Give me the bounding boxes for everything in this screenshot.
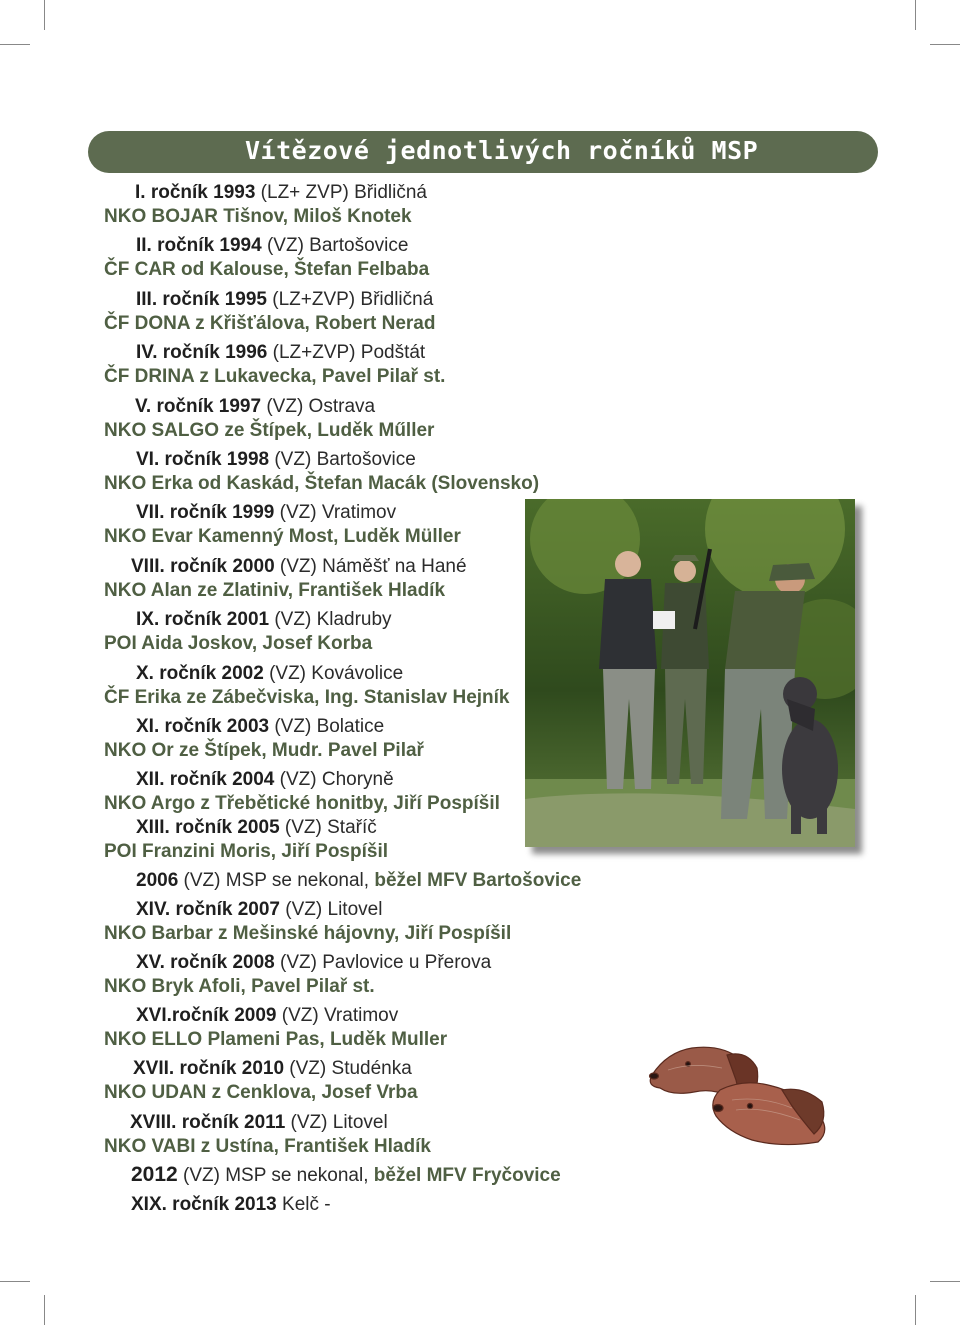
entry-year-line: 2012 (VZ) MSP se nekonal, běžel MFV Fryčovice	[131, 1163, 561, 1186]
crop-mark	[44, 0, 45, 30]
crop-mark	[915, 1295, 916, 1325]
entry-year-line: XIII. ročník 2005 (VZ) Staříč	[136, 817, 377, 838]
handlers-dog-photo	[525, 499, 855, 847]
entry-year-line: XI. ročník 2003 (VZ) Bolatice	[136, 716, 385, 737]
crop-mark	[930, 1281, 960, 1282]
entry-year-line: XVI.ročník 2009 (VZ) Vratimov	[136, 1005, 399, 1026]
entry-winner: POI Franzini Moris, Jiří Pospíšil	[104, 841, 389, 862]
entry-year-line: XVIII. ročník 2011 (VZ) Litovel	[130, 1112, 388, 1133]
dog-heads-illustration	[632, 1030, 842, 1150]
entry-year-line: II. ročník 1994 (VZ) Bartošovice	[136, 235, 409, 256]
entry-year-line: V. ročník 1997 (VZ) Ostrava	[135, 396, 376, 417]
entry-winner: ČF DONA z Křišťálova, Robert Nerad	[104, 313, 436, 334]
entry-winner: NKO Bryk Afoli, Pavel Pilař st.	[104, 976, 375, 997]
entry-year-line: XV. ročník 2008 (VZ) Pavlovice u Přerova	[136, 952, 492, 973]
crop-mark	[0, 44, 30, 45]
entry-winner: ČF Erika ze Zábečviska, Ing. Stanislav Hejník	[104, 687, 510, 708]
entry-year-line: XIV. ročník 2007 (VZ) Litovel	[136, 899, 383, 920]
entry-year-line: XII. ročník 2004 (VZ) Choryně	[136, 769, 394, 790]
entry-year-line: X. ročník 2002 (VZ) Kovávolice	[136, 663, 404, 684]
entry-year-line: I. ročník 1993 (LZ+ ZVP) Břidličná	[135, 182, 427, 203]
entry-year-line: IX. ročník 2001 (VZ) Kladruby	[136, 609, 392, 630]
entry-year-line: XIX. ročník 2013 Kelč -	[131, 1194, 331, 1215]
crop-mark	[44, 1295, 45, 1325]
entry-winner: NKO Argo z Třebětické honitby, Jiří Pospíšil	[104, 793, 500, 814]
entry-winner: NKO Evar Kamenný Most, Luděk Müller	[104, 526, 461, 547]
entry-year-line: 2006 (VZ) MSP se nekonal, běžel MFV Bartošovice	[136, 870, 582, 891]
entry-winner: NKO Erka od Kaskád, Štefan Macák (Slovensko)	[104, 473, 540, 494]
entry-winner: NKO Alan ze Zlatiniv, František Hladík	[104, 580, 446, 601]
entry-winner: NKO Or ze Štípek, Mudr. Pavel Pilař	[104, 740, 424, 761]
entry-year-line: VIII. ročník 2000 (VZ) Náměšť na Hané	[131, 556, 467, 577]
crop-mark	[915, 0, 916, 30]
entry-year-line: III. ročník 1995 (LZ+ZVP) Břidličná	[136, 289, 434, 310]
entry-winner: NKO VABI z Ustína, František Hladík	[104, 1136, 431, 1157]
entry-year-line: IV. ročník 1996 (LZ+ZVP) Podštát	[136, 342, 426, 363]
entry-winner: NKO SALGO ze Štípek, Luděk Műller	[104, 420, 435, 441]
entry-winner: NKO BOJAR Tišnov, Miloš Knotek	[104, 206, 412, 227]
entry-winner: ČF DRINA z Lukavecka, Pavel Pilař st.	[104, 366, 446, 387]
crop-mark	[0, 1281, 30, 1282]
entry-year-line: VII. ročník 1999 (VZ) Vratimov	[136, 502, 397, 523]
crop-mark	[930, 44, 960, 45]
entry-winner: NKO Barbar z Mešinské hájovny, Jiří Pospíšil	[104, 923, 512, 944]
entry-year-line: VI. ročník 1998 (VZ) Bartošovice	[136, 449, 416, 470]
entry-year-line: XVII. ročník 2010 (VZ) Studénka	[133, 1058, 412, 1079]
entry-winner: NKO UDAN z Cenklova, Josef Vrba	[104, 1082, 418, 1103]
page-title: Vítězové jednotlivých ročníků MSP	[245, 136, 759, 165]
entry-winner: POI Aida Joskov, Josef Korba	[104, 633, 373, 654]
entry-winner: ČF CAR od Kalouse, Štefan Felbaba	[104, 259, 430, 280]
entry-winner: NKO ELLO Plameni Pas, Luděk Muller	[104, 1029, 448, 1050]
